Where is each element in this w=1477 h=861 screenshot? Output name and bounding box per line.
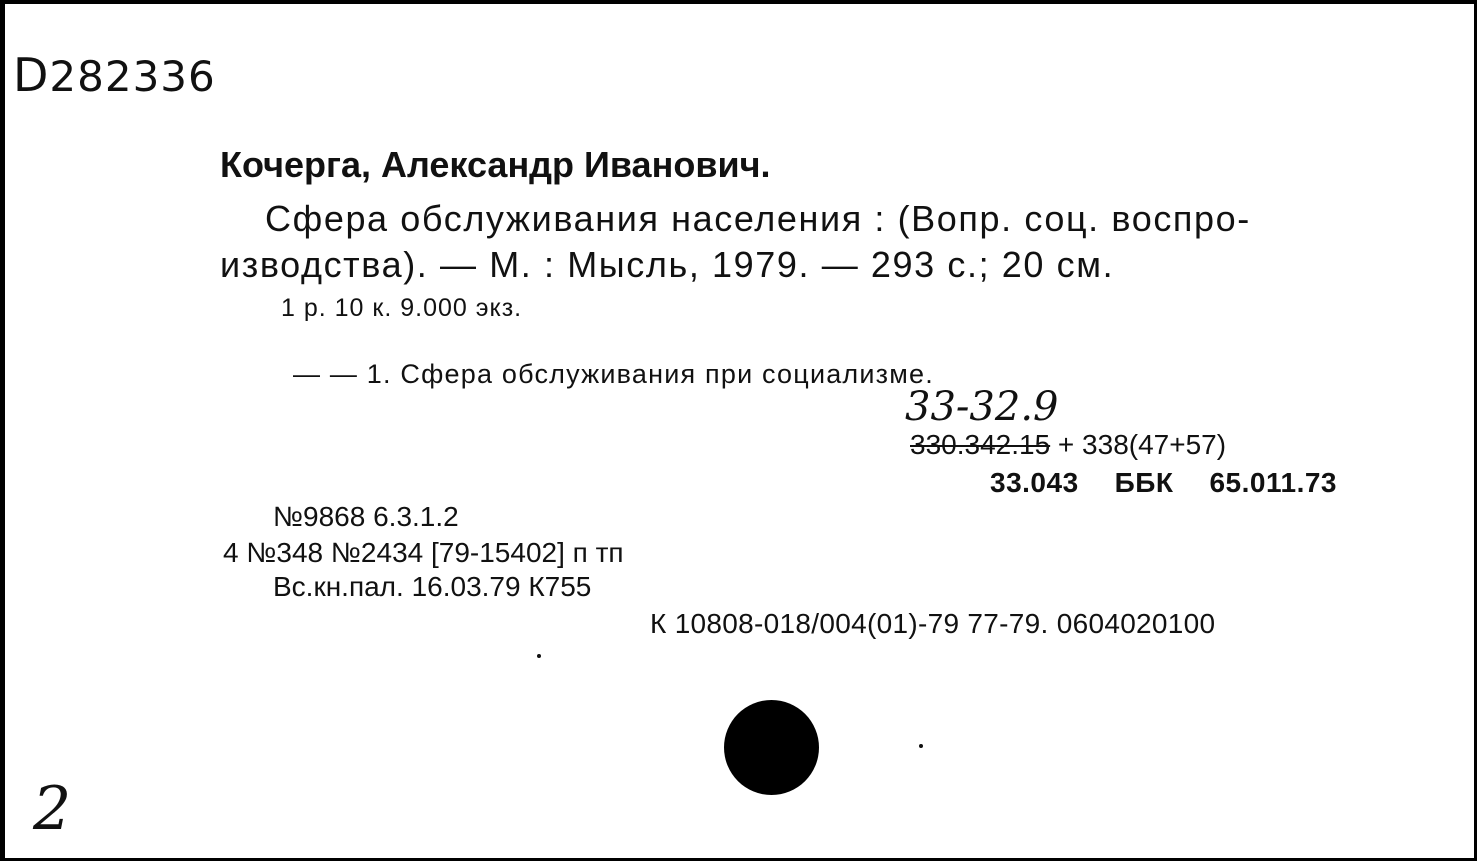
handwritten-classification: 33-32.9: [905, 384, 1059, 430]
struck-classification-code: 330.342.15: [910, 429, 1051, 460]
author-heading: Кочерга, Александр Иванович.: [220, 144, 771, 185]
bbk-label: ББК: [1114, 467, 1174, 498]
publisher-code-line: К 10808-018/004(01)-79 77-79. 0604020100: [650, 608, 1216, 639]
shelf-mark: [13, 48, 216, 102]
price-and-print-run: 1 р. 10 к. 9.000 экз.: [281, 294, 523, 322]
processing-line-3: Вс.кн.пал. 16.03.79 К755: [273, 571, 592, 602]
title-line-2: изводства). — М. : Мысль, 1979. — 293 с.; 20 см.: [220, 244, 1115, 285]
processing-line-1: №9868 6.3.1.2: [273, 501, 459, 532]
classification-line: [910, 429, 1226, 461]
shelf-mark-number: 282336: [49, 52, 216, 101]
title-line-1: Сфера обслуживания населения : (Вопр. соц. воспро-: [265, 198, 1251, 239]
udc-code: 33.043: [990, 467, 1079, 498]
punch-hole: [724, 700, 819, 795]
processing-line-2: 4 №348 №2434 [79-15402] п тп: [223, 537, 624, 568]
bbk-code: 65.011.73: [1209, 467, 1338, 498]
ink-speck: [919, 744, 923, 748]
subject-heading: — — 1. Сфера обслуживания при социализме.: [293, 359, 934, 389]
bbk-line: [990, 467, 1337, 499]
corner-handwritten-mark: 2: [33, 774, 72, 844]
shelf-mark-prefix: D: [13, 48, 50, 102]
classification-code-rest: + 338(47+57): [1057, 429, 1227, 460]
ink-speck: [537, 654, 541, 658]
